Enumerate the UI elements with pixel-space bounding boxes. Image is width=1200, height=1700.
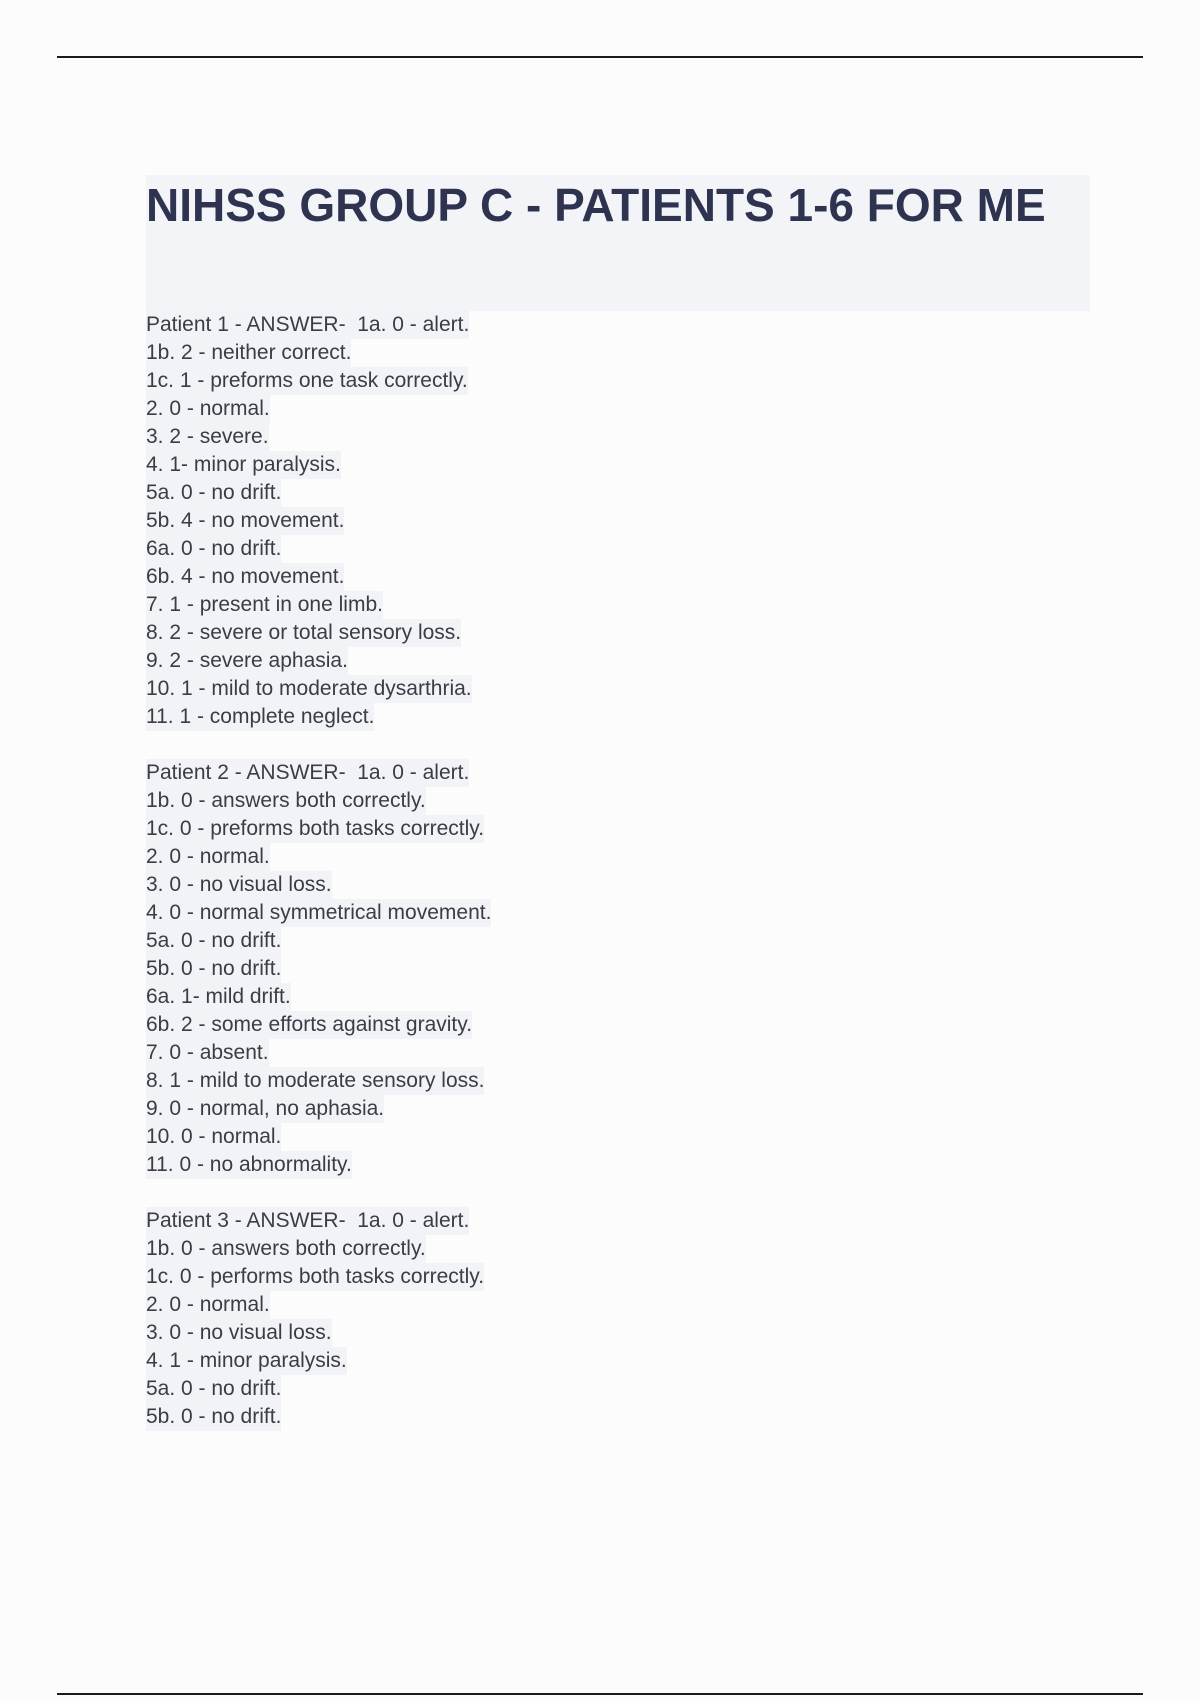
answer-line (146, 395, 846, 423)
answer-line (146, 1403, 846, 1431)
answer-line (146, 647, 846, 675)
answer-line (146, 1095, 846, 1123)
answer-text: 3. 0 - no visual loss. (146, 871, 332, 899)
answer-text: 5b. 0 - no drift. (146, 955, 281, 983)
bottom-rule (57, 1693, 1143, 1695)
patient-answer-block (146, 1207, 846, 1431)
answer-text: 8. 2 - severe or total sensory loss. (146, 619, 461, 647)
answer-text: Patient 3 - ANSWER- 1a. 0 - alert. (146, 1207, 469, 1235)
answer-text: 5b. 4 - no movement. (146, 507, 344, 535)
answer-line (146, 1235, 846, 1263)
answer-line (146, 1291, 846, 1319)
answer-line (146, 451, 846, 479)
answer-text: 3. 2 - severe. (146, 423, 269, 451)
answer-text: 1c. 0 - performs both tasks correctly. (146, 1263, 484, 1291)
answer-text: 4. 1 - minor paralysis. (146, 1347, 347, 1375)
answer-text: 8. 1 - mild to moderate sensory loss. (146, 1067, 484, 1095)
answer-text: 5a. 0 - no drift. (146, 1375, 281, 1403)
answer-text: 2. 0 - normal. (146, 395, 270, 423)
patient-answer-heading (146, 311, 846, 339)
answer-text: 10. 1 - mild to moderate dysarthria. (146, 675, 472, 703)
answer-text: 4. 0 - normal symmetrical movement. (146, 899, 491, 927)
answer-text: 6a. 1- mild drift. (146, 983, 291, 1011)
answer-line (146, 675, 846, 703)
title-block (146, 175, 1090, 311)
answer-line (146, 591, 846, 619)
answer-text: 2. 0 - normal. (146, 1291, 270, 1319)
answer-text: 5b. 0 - no drift. (146, 1403, 281, 1431)
page-title: NIHSS GROUP C - PATIENTS 1-6 FOR ME (146, 179, 1046, 231)
document-body (146, 311, 846, 1459)
answer-text: 11. 1 - complete neglect. (146, 703, 374, 731)
answer-line (146, 787, 846, 815)
answer-text: 1b. 0 - answers both correctly. (146, 1235, 426, 1263)
answer-text: 1b. 0 - answers both correctly. (146, 787, 426, 815)
answer-line (146, 927, 846, 955)
answer-line (146, 955, 846, 983)
patient-answer-block (146, 759, 846, 1179)
answer-line (146, 1375, 846, 1403)
patient-answer-heading (146, 759, 846, 787)
answer-text: 10. 0 - normal. (146, 1123, 281, 1151)
answer-text: 11. 0 - no abnormality. (146, 1151, 352, 1179)
answer-line (146, 1263, 846, 1291)
answer-text: Patient 2 - ANSWER- 1a. 0 - alert. (146, 759, 469, 787)
answer-text: 6a. 0 - no drift. (146, 535, 281, 563)
answer-text: 7. 1 - present in one limb. (146, 591, 383, 619)
answer-line (146, 1319, 846, 1347)
answer-text: 1b. 2 - neither correct. (146, 339, 351, 367)
answer-text: 6b. 4 - no movement. (146, 563, 344, 591)
answer-text: 1c. 0 - preforms both tasks correctly. (146, 815, 484, 843)
answer-text: 6b. 2 - some efforts against gravity. (146, 1011, 472, 1039)
answer-text: Patient 1 - ANSWER- 1a. 0 - alert. (146, 311, 469, 339)
patient-answer-heading (146, 1207, 846, 1235)
answer-line (146, 563, 846, 591)
top-rule (57, 56, 1143, 58)
answer-line (146, 619, 846, 647)
answer-text: 4. 1- minor paralysis. (146, 451, 341, 479)
answer-text: 5a. 0 - no drift. (146, 927, 281, 955)
answer-line (146, 1151, 846, 1179)
answer-text: 5a. 0 - no drift. (146, 479, 281, 507)
answer-text: 9. 2 - severe aphasia. (146, 647, 348, 675)
answer-line (146, 423, 846, 451)
answer-line (146, 339, 846, 367)
answer-line (146, 871, 846, 899)
answer-line (146, 899, 846, 927)
answer-line (146, 815, 846, 843)
answer-line (146, 1011, 846, 1039)
answer-line (146, 1347, 846, 1375)
answer-text: 1c. 1 - preforms one task correctly. (146, 367, 468, 395)
answer-text: 7. 0 - absent. (146, 1039, 269, 1067)
answer-text: 9. 0 - normal, no aphasia. (146, 1095, 384, 1123)
answer-line (146, 479, 846, 507)
answer-line (146, 843, 846, 871)
answer-text: 2. 0 - normal. (146, 843, 270, 871)
answer-line (146, 1067, 846, 1095)
answer-line (146, 367, 846, 395)
answer-line (146, 983, 846, 1011)
answer-line (146, 1039, 846, 1067)
answer-line (146, 535, 846, 563)
answer-line (146, 1123, 846, 1151)
answer-line (146, 703, 846, 731)
answer-text: 3. 0 - no visual loss. (146, 1319, 332, 1347)
patient-answer-block (146, 311, 846, 731)
answer-line (146, 507, 846, 535)
